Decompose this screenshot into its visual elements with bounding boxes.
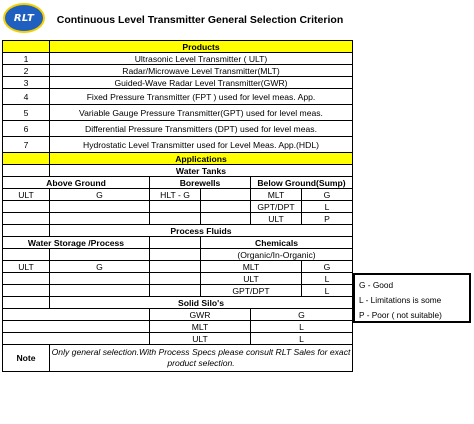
above-ground-heading: Above Ground bbox=[3, 177, 150, 189]
table-cell bbox=[201, 201, 251, 213]
table-cell bbox=[50, 213, 150, 225]
table-cell bbox=[201, 189, 251, 201]
water-tanks-row bbox=[3, 201, 353, 213]
table-cell: GPT/DPT bbox=[251, 201, 302, 213]
table-cell: MLT bbox=[201, 261, 302, 273]
product-label: Differential Pressure Transmitters (DPT) used for level meas. bbox=[50, 121, 353, 137]
table-cell bbox=[3, 273, 50, 285]
process-fluids-row bbox=[3, 285, 353, 297]
water-tanks-row bbox=[3, 189, 353, 201]
process-fluids-heading: Process Fluids bbox=[50, 225, 353, 237]
table-cell bbox=[3, 213, 50, 225]
table-cell: ULT bbox=[201, 273, 302, 285]
water-tanks-subheading-row bbox=[3, 177, 353, 189]
table-cell: L bbox=[251, 321, 353, 333]
legend-item-limited: L - Limitations is some bbox=[359, 295, 442, 305]
product-number: 7 bbox=[3, 137, 50, 153]
table-cell bbox=[50, 273, 150, 285]
product-number: 1 bbox=[3, 53, 50, 65]
chemicals-subheading: (Organic/In-Organic) bbox=[201, 249, 353, 261]
table-cell bbox=[50, 201, 150, 213]
water-tanks-heading: Water Tanks bbox=[50, 165, 353, 177]
table-cell: MLT bbox=[150, 321, 251, 333]
table-cell: GPT/DPT bbox=[201, 285, 302, 297]
note-row bbox=[3, 345, 353, 372]
product-label: Hydrostatic Level Transmitter used for Level Meas. App.(HDL) bbox=[50, 137, 353, 153]
table-cell bbox=[150, 213, 201, 225]
product-number: 3 bbox=[3, 77, 50, 89]
product-label: Ultrasonic Level Transmitter ( ULT) bbox=[50, 53, 353, 65]
page-title: Continuous Level Transmitter General Selection Criterion bbox=[56, 14, 344, 26]
legend-item-good: G - Good bbox=[359, 280, 394, 290]
product-row bbox=[3, 121, 353, 137]
table-cell: L bbox=[302, 285, 353, 297]
product-row bbox=[3, 77, 353, 89]
product-row bbox=[3, 89, 353, 105]
table-cell bbox=[50, 285, 150, 297]
table-cell: G bbox=[251, 309, 353, 321]
solid-silos-row bbox=[3, 321, 353, 333]
rating-legend bbox=[353, 273, 471, 323]
note-text: Only general selection.With Process Specs please consult RLT Sales for exact product selection. bbox=[50, 345, 353, 372]
process-fluids-subheading-row bbox=[3, 237, 353, 249]
selection-table bbox=[2, 40, 353, 372]
table-cell: ULT bbox=[3, 261, 50, 273]
table-cell: ULT bbox=[150, 333, 251, 345]
products-heading-row bbox=[3, 41, 353, 53]
product-number: 6 bbox=[3, 121, 50, 137]
solid-silos-heading-row bbox=[3, 297, 353, 309]
rlt-logo bbox=[2, 2, 46, 34]
applications-heading-row bbox=[3, 153, 353, 165]
note-label: Note bbox=[3, 345, 50, 372]
product-number: 5 bbox=[3, 105, 50, 121]
process-fluids-heading-row bbox=[3, 225, 353, 237]
table-cell: MLT bbox=[251, 189, 302, 201]
table-cell: GWR bbox=[150, 309, 251, 321]
table-cell: HLT - G bbox=[150, 189, 201, 201]
below-ground-heading: Below Ground(Sump) bbox=[251, 177, 353, 189]
table-cell: P bbox=[302, 213, 353, 225]
solid-silos-heading: Solid Silo's bbox=[50, 297, 353, 309]
process-fluids-subheading-row bbox=[3, 249, 353, 261]
table-cell: ULT bbox=[3, 189, 50, 201]
chemicals-heading: Chemicals bbox=[201, 237, 353, 249]
product-row bbox=[3, 65, 353, 77]
solid-silos-row bbox=[3, 309, 353, 321]
product-number: 4 bbox=[3, 89, 50, 105]
table-cell: G bbox=[302, 189, 353, 201]
product-row bbox=[3, 53, 353, 65]
table-cell: L bbox=[251, 333, 353, 345]
logo-badge: RLT bbox=[3, 3, 45, 33]
table-cell: L bbox=[302, 273, 353, 285]
process-fluids-row bbox=[3, 261, 353, 273]
table-cell bbox=[201, 213, 251, 225]
borewells-heading: Borewells bbox=[150, 177, 251, 189]
table-cell: G bbox=[302, 261, 353, 273]
product-number: 2 bbox=[3, 65, 50, 77]
product-label: Radar/Microwave Level Transmitter(MLT) bbox=[50, 65, 353, 77]
table-cell bbox=[150, 201, 201, 213]
product-row bbox=[3, 105, 353, 121]
table-cell bbox=[3, 285, 50, 297]
water-tanks-row bbox=[3, 213, 353, 225]
product-label: Guided-Wave Radar Level Transmitter(GWR) bbox=[50, 77, 353, 89]
table-cell: L bbox=[302, 201, 353, 213]
water-tanks-heading-row bbox=[3, 165, 353, 177]
table-cell: G bbox=[50, 261, 150, 273]
table-cell bbox=[3, 201, 50, 213]
legend-item-poor: P - Poor ( not suitable) bbox=[359, 310, 442, 320]
products-heading: Products bbox=[50, 41, 353, 53]
solid-silos-row bbox=[3, 333, 353, 345]
water-storage-heading: Water Storage /Process bbox=[3, 237, 150, 249]
product-label: Variable Gauge Pressure Transmitter(GPT) used for level meas. bbox=[50, 105, 353, 121]
applications-heading: Applications bbox=[50, 153, 353, 165]
table-cell: ULT bbox=[251, 213, 302, 225]
table-cell: G bbox=[50, 189, 150, 201]
product-label: Fixed Pressure Transmitter (FPT ) used for level meas. App. bbox=[50, 89, 353, 105]
product-row bbox=[3, 137, 353, 153]
process-fluids-row bbox=[3, 273, 353, 285]
